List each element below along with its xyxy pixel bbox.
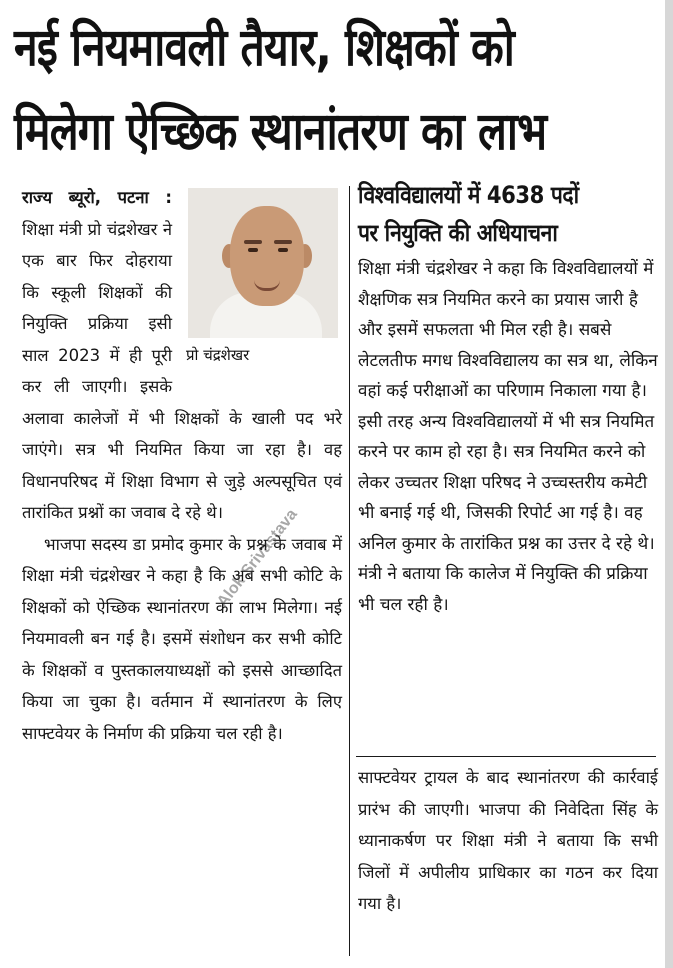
right-continuation-block — [358, 762, 658, 920]
left-para-2: भाजपा सदस्य डा प्रमोद कुमार के प्रश्न के जवाब में शिक्षा मंत्री चंद्रशेखर ने कहा है कि अब सभी कोटि के शिक्षकों को ऐच्छिक स्थानांतरण का लाभ मिलेगा। नई नियमावली बन गई है। इसमें संशोधन कर सभी कोटि के शिक्षकों व पुस्तकालयाध्यक्षों को इससे आच्छादित किया जा चुका है। वर्तमान में स्थानांतरण के लिए साफ्टवेयर के निर्माण की प्रक्रिया चल रही है। — [22, 534, 342, 743]
headline-line-2: मिलेगा ऐच्छिक स्थानांतरण का लाभ — [14, 102, 547, 162]
column-divider — [349, 186, 350, 956]
subhead-line-1: विश्वविद्यालयों में 4638 पदों — [358, 181, 579, 209]
right-body: शिक्षा मंत्री चंद्रशेखर ने कहा कि विश्वविद्यालयों में शैक्षणिक सत्र नियमित करने का प्रयास जारी है और इसमें सफलता भी मिल रही है। सबसे लेटलतीफ मगध विश्वविद्यालय का सत्र था, लेकिन वहां कई परीक्षाओं का परिणाम निकाला गया है। इसी तरह अन्य विश्वविद्यालयों में भी सत्र नियमित करने पर काम हो रहा है। सत्र नियमित करने को लेकर उच्चतर शिक्षा परिषद ने उच्चस्तरीय कमेटी भी बनाई गई थी, जिसकी रिपोर्ट आ गई है। वह अनिल कुमार के तारांकित प्रश्न का उत्तर दे रहे थे। मंत्री ने बताया कि कालेज में नियुक्ति की प्रक्रिया भी चल रही है। — [358, 259, 658, 615]
photo-brow-left — [244, 240, 262, 244]
subhead — [358, 176, 622, 252]
photo-head — [230, 206, 304, 306]
section-divider — [356, 756, 656, 757]
right-column — [358, 176, 658, 620]
headline — [14, 6, 549, 174]
subhead-line-2: पर नियुक्ति की अधियाचना — [358, 219, 558, 247]
photo-box — [180, 188, 342, 384]
dateline: राज्य ब्यूरो, पटना : — [22, 188, 172, 207]
photo-eye-right — [278, 248, 288, 252]
left-para-1-text: शिक्षा मंत्री प्रो चंद्रशेखर ने एक बार फिर दोहराया कि स्कूली शिक्षकों की नियुक्ति प्रक्रिया इसी साल 2023 में ही पूरी कर ली जाएगी। इसके अलावा कालेजों में भी शिक्षकों के खाली पद भरे जाएंगे। सत्र भी नियमित किया जा रहा है। वह विधानपरिषद में शिक्षा विभाग से जुड़े अल्पसूचित एवं तारांकित प्रश्नों का जवाब दे रहे थे। — [22, 219, 342, 522]
watermark: Alok Srivastava — [214, 506, 301, 611]
headline-line-1: नई नियमावली तैयार, शिक्षकों को — [14, 18, 514, 78]
photo-eye-left — [248, 248, 258, 252]
minister-photo — [188, 188, 338, 338]
left-column — [22, 182, 342, 749]
photo-brow-right — [274, 240, 292, 244]
right-continuation: साफ्टवेयर ट्रायल के बाद स्थानांतरण की कार्रवाई प्रारंभ की जाएगी। भाजपा की निवेदिता सिंह के ध्यानाकर्षण पर शिक्षा मंत्री ने बताया कि सभी जिलों में अपीलीय प्राधिकार का गठन कर दिया गया है। — [358, 768, 658, 913]
photo-caption: प्रो चंद्रशेखर — [186, 346, 250, 364]
page-edge — [665, 0, 673, 968]
